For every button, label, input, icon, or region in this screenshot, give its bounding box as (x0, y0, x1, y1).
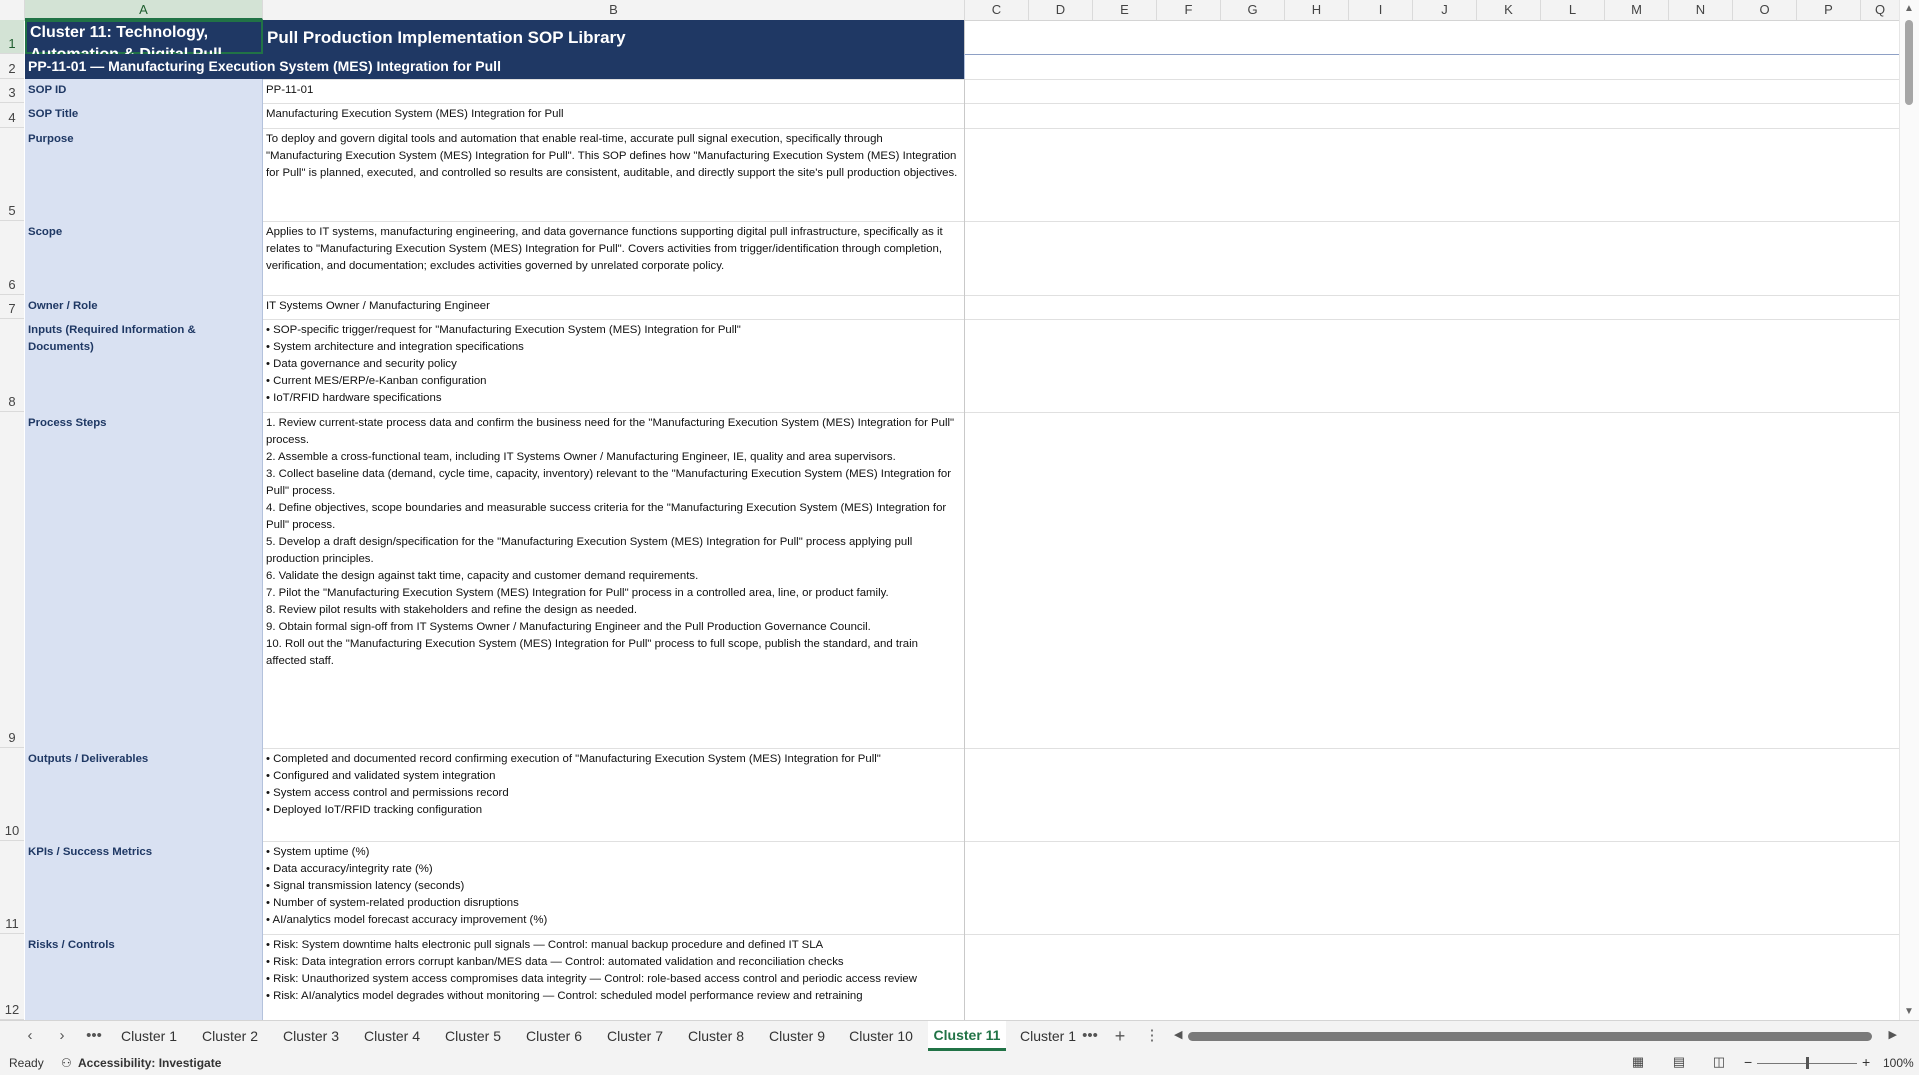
cell-a8-label[interactable]: Inputs (Required Information & Documents) (25, 319, 263, 412)
sheet-row-8 (25, 319, 1900, 413)
previous-sheet-icon[interactable]: ‹ (27, 1027, 33, 1044)
column-header-b[interactable]: B (263, 0, 965, 20)
select-all-corner[interactable] (0, 0, 25, 20)
row-header-10[interactable]: 10 (0, 748, 24, 841)
add-sheet-icon[interactable]: + (1114, 1026, 1126, 1046)
column-header-k[interactable]: K (1477, 0, 1541, 20)
zoom-level[interactable]: 100% (1883, 1056, 1914, 1070)
column-header-e[interactable]: E (1093, 0, 1157, 20)
row-header-2[interactable]: 2 (0, 54, 24, 79)
sheet-row-2 (25, 54, 1900, 80)
cell-a1-cluster-title[interactable]: Cluster 11: Technology, (25, 20, 263, 54)
sheet-row-1 (25, 20, 1900, 55)
cell-b12-value[interactable]: • Risk: System downtime halts electronic pull signals — Control: manual backup procedure and defined IT SLA • Risk: Data integration errors corrupt kanban/MES data — Control: automated validation and reconciliation checks • Risk: Unauthorized system access compromises data integrity — Control: role-based access control and periodic access review • Risk: AI/analytics model degrades without monitoring — Control: scheduled model performance review and retraining (263, 934, 965, 1054)
cell-a3-label[interactable]: SOP ID (25, 79, 263, 103)
sheet-grid[interactable] (25, 20, 1900, 1020)
zoom-out-icon[interactable]: − (1744, 1054, 1753, 1070)
horizontal-scroll-thumb[interactable] (1188, 1032, 1872, 1041)
cell-b10-value[interactable]: • Completed and documented record confirming execution of "Manufacturing Execution System (MES) Integration for Pull" • Configured and validated system integration • System access control and permissions record • Deployed IoT/RFID tracking configuration (263, 748, 965, 841)
cell-a9-label[interactable]: Process Steps (25, 412, 263, 748)
cell-a11-label[interactable]: KPIs / Success Metrics (25, 841, 263, 934)
column-header-bar (0, 0, 1900, 21)
sheet-options-icon[interactable]: ⋮ (1144, 1027, 1160, 1044)
row-header-9[interactable]: 9 (0, 412, 24, 748)
status-bar (0, 1052, 1919, 1075)
accessibility-status[interactable]: Accessibility: Investigate (78, 1056, 222, 1070)
tab-cluster-11[interactable]: Cluster 11 (928, 1021, 1006, 1051)
column-header-g[interactable]: G (1221, 0, 1285, 20)
cell-b5-value[interactable]: To deploy and govern digital tools and automation that enable real-time, accurate pull signal execution, specifically through "Manufacturing Execution System (MES) Integration for Pull". This SOP defines how "Manufacturing Execution System (MES) Integration for Pull" is planned, executed, and controlled so results are consistent, auditable, and directly support the site's pull production objectives. (263, 128, 965, 221)
cell-b8-value[interactable]: • SOP-specific trigger/request for "Manufacturing Execution System (MES) Integration for Pull" • System architecture and integration specifications • Data governance and security policy • Current MES/ERP/e-Kanban configuration • IoT/RFID hardware specifications (263, 319, 965, 412)
cell-a2-sop-heading[interactable]: PP-11-01 — Manufacturing Execution System (MES) Integration for Pull (25, 54, 965, 79)
sheet-row-11 (25, 841, 1900, 935)
sheet-row-3 (25, 79, 1900, 104)
normal-view-icon[interactable]: ▦ (1631, 1054, 1645, 1069)
column-header-n[interactable]: N (1669, 0, 1733, 20)
cell-a12-label[interactable]: Risks / Controls (25, 934, 263, 1054)
column-header-m[interactable]: M (1605, 0, 1669, 20)
row-header-11[interactable]: 11 (0, 841, 24, 934)
tab-cluster-2[interactable]: Cluster 2 (201, 1028, 259, 1044)
page-layout-view-icon[interactable]: ▤ (1672, 1054, 1686, 1069)
cell-b11-value[interactable]: • System uptime (%) • Data accuracy/integrity rate (%) • Signal transmission latency (seconds) • Number of system-related production disruptions • AI/analytics model forecast accuracy improvement (%) (263, 841, 965, 934)
column-header-j[interactable]: J (1413, 0, 1477, 20)
scroll-down-arrow-icon[interactable]: ▼ (1904, 1006, 1914, 1017)
column-header-c[interactable]: C (965, 0, 1029, 20)
next-sheet-icon[interactable]: › (59, 1027, 65, 1044)
zoom-in-icon[interactable]: + (1862, 1054, 1871, 1070)
row-header-4[interactable]: 4 (0, 103, 24, 128)
column-header-i[interactable]: I (1349, 0, 1413, 20)
tab-cluster-1[interactable]: Cluster 1 (120, 1028, 178, 1044)
cell-b7-value[interactable]: IT Systems Owner / Manufacturing Engineer (263, 295, 965, 319)
column-header-a[interactable]: A (25, 0, 263, 20)
scroll-up-arrow-icon[interactable]: ▲ (1904, 3, 1914, 14)
sheet-row-9 (25, 412, 1900, 749)
tab-cluster-4[interactable]: Cluster 4 (363, 1028, 421, 1044)
more-sheets-left-icon[interactable]: ••• (86, 1027, 102, 1044)
tab-cluster-9[interactable]: Cluster 9 (768, 1028, 826, 1044)
row-header-6[interactable]: 6 (0, 221, 24, 295)
cell-a7-label[interactable]: Owner / Role (25, 295, 263, 319)
column-header-o[interactable]: O (1733, 0, 1797, 20)
row-header-1[interactable]: 1 (0, 20, 24, 54)
sheet-row-10 (25, 748, 1900, 842)
horizontal-scrollbar[interactable] (1174, 1029, 1897, 1041)
cell-b3-value[interactable]: PP-11-01 (263, 79, 965, 103)
sheet-row-7 (25, 295, 1900, 320)
cell-b4-value[interactable]: Manufacturing Execution System (MES) Integration for Pull (263, 103, 965, 128)
cell-a6-label[interactable]: Scope (25, 221, 263, 295)
tab-cluster-8[interactable]: Cluster 8 (687, 1028, 745, 1044)
zoom-slider-thumb[interactable] (1806, 1057, 1809, 1069)
vertical-scrollbar[interactable] (1899, 0, 1919, 1020)
column-header-f[interactable]: F (1157, 0, 1221, 20)
column-header-l[interactable]: L (1541, 0, 1605, 20)
sheet-row-5 (25, 128, 1900, 222)
cell-b9-value[interactable]: 1. Review current-state process data and confirm the business need for the "Manufacturing Execution System (MES) Integration for Pull" process. 2. Assemble a cross-functional team, including IT Systems Owner / Manufacturing Engineer, IE, quality and area supervisors. 3. Collect baseline data (demand, cycle time, capacity, inventory) relevant to the "Manufacturing Execution System (MES) Integration for Pull" process. 4. Define objectives, scope boundaries and measurable success criteria for the "Manufacturing Execution System (MES) Integration for Pull" process. 5. Develop a draft design/specification for the "Manufacturing Execution System (MES) Integration for Pull" process applying pull production principles. 6. Validate the design against takt time, capacity and customer demand requirements. 7. Pilot the "Manufacturing Execution System (MES) Integration for Pull" process in a controlled area, line, or product family. 8. Review pilot results with stakeholders and refine the design as needed. 9. Obtain formal sign-off from IT Systems Owner / Manufacturing Engineer and the Pull Production Governance Council. 10. Roll out the "Manufacturing Execution System (MES) Integration for Pull" process to full scope, publish the standard, and train affected staff. (263, 412, 965, 748)
page-break-preview-icon[interactable]: ◫ (1712, 1054, 1726, 1069)
tab-cluster-10[interactable]: Cluster 10 (849, 1028, 913, 1044)
scroll-right-arrow-icon[interactable]: ▶ (1888, 1029, 1897, 1041)
tab-cluster-5[interactable]: Cluster 5 (444, 1028, 502, 1044)
cell-a4-label[interactable]: SOP Title (25, 103, 263, 128)
status-ready: Ready (9, 1056, 44, 1070)
cell-b1-library-title[interactable]: Pull Production Implementation SOP Library (263, 20, 965, 54)
row-header-5[interactable]: 5 (0, 128, 24, 221)
cell-a10-label[interactable]: Outputs / Deliverables (25, 748, 263, 841)
accessibility-icon[interactable]: ⚇ (61, 1056, 72, 1070)
row-header-3[interactable]: 3 (0, 79, 24, 103)
row-header-7[interactable]: 7 (0, 295, 24, 319)
column-header-q[interactable]: Q (1861, 0, 1900, 20)
tab-cluster-3[interactable]: Cluster 3 (282, 1028, 340, 1044)
sheet-tab-bar (0, 1020, 1919, 1052)
scroll-left-arrow-icon[interactable]: ◀ (1174, 1029, 1183, 1041)
tab-cluster-1-overflow[interactable]: Cluster 1 (1019, 1028, 1077, 1044)
row-header-12[interactable]: 12 (0, 934, 24, 1020)
column-header-d[interactable]: D (1029, 0, 1093, 20)
column-header-p[interactable]: P (1797, 0, 1861, 20)
row-header-8[interactable]: 8 (0, 319, 24, 412)
cell-b6-value[interactable]: Applies to IT systems, manufacturing engineering, and data governance functions supporting digital pull infrastructure, specifically as it relates to "Manufacturing Execution System (MES) Integration for Pull". Covers activities from trigger/identification through completion, verification, and documentation; excludes activities governed by unrelated corporate policy. (263, 221, 965, 295)
more-sheets-right-icon[interactable]: ••• (1082, 1027, 1098, 1044)
tab-cluster-7[interactable]: Cluster 7 (606, 1028, 664, 1044)
sheet-row-6 (25, 221, 1900, 296)
cell-a5-label[interactable]: Purpose (25, 128, 263, 221)
tab-cluster-6[interactable]: Cluster 6 (525, 1028, 583, 1044)
vertical-scroll-thumb[interactable] (1905, 20, 1913, 105)
column-header-h[interactable]: H (1285, 0, 1349, 20)
sheet-row-4 (25, 103, 1900, 129)
